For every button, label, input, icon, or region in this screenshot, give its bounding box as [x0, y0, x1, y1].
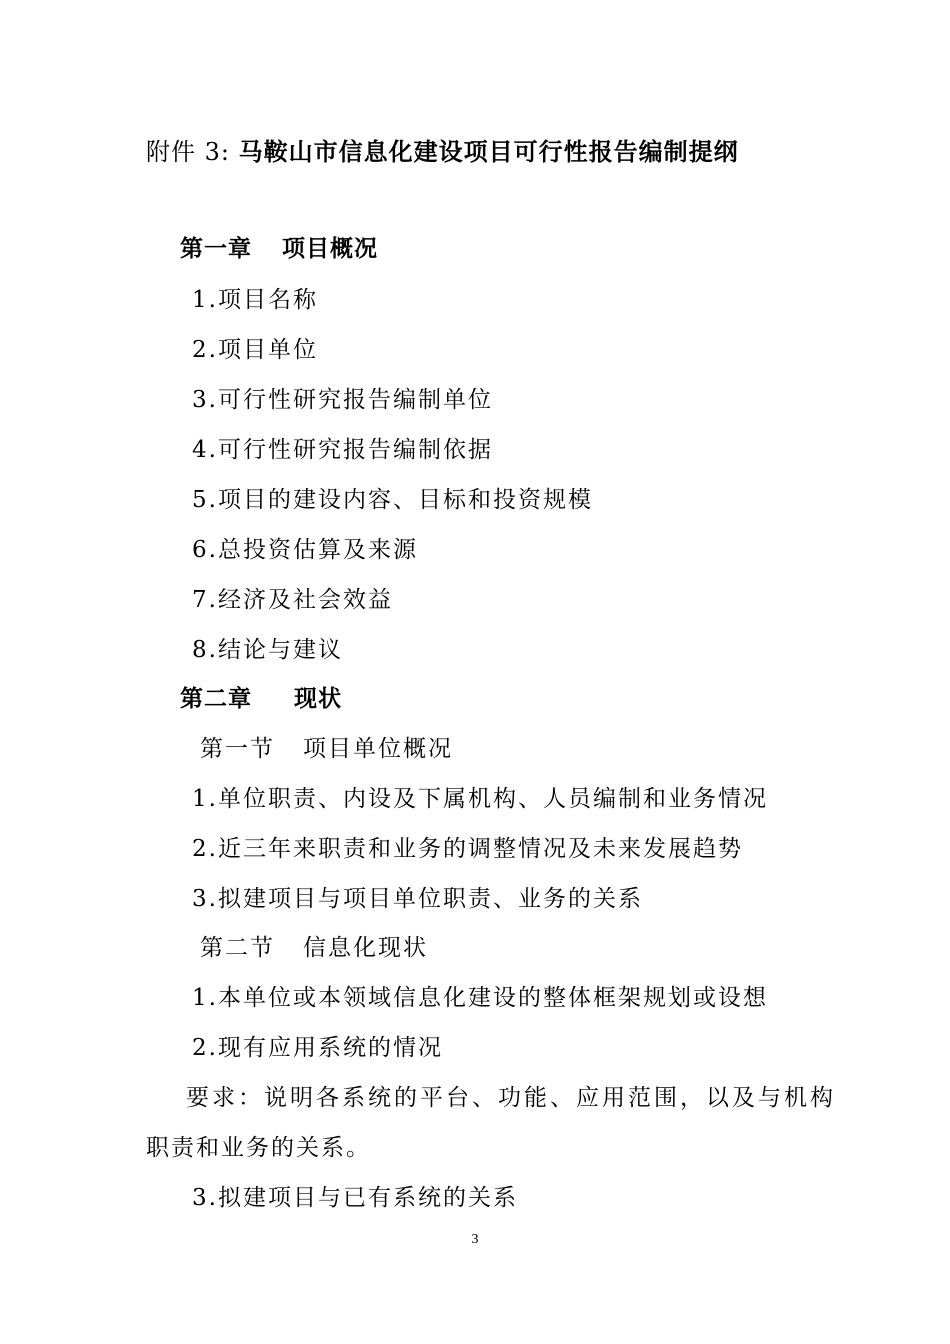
document-title	[146, 137, 739, 167]
title-main: 马鞍山市信息化建设项目可行性报告编制提纲	[238, 138, 739, 166]
title-prefix: 附件 3:	[146, 138, 230, 166]
page-number: 3	[471, 1232, 479, 1247]
section-2-label: 第二节	[200, 935, 275, 961]
chapter-1-item-8: 8.结论与建议	[192, 637, 343, 663]
chapter-1-label: 第一章	[180, 236, 252, 262]
chapter-1-item-5: 5.项目的建设内容、目标和投资规模	[192, 487, 593, 513]
requirement-line-1: 要求：说明各系统的平台、功能、应用范围，以及与机构	[186, 1085, 836, 1111]
chapter-2-name: 现状	[294, 686, 342, 712]
section-2-heading	[200, 933, 428, 963]
chapter-1-item-7: 7.经济及社会效益	[192, 587, 393, 613]
section-2-name: 信息化现状	[303, 935, 428, 961]
section-1-item-2: 2.近三年来职责和业务的调整情况及未来发展趋势	[192, 836, 743, 862]
section-1-item-3: 3.拟建项目与项目单位职责、业务的关系	[192, 886, 643, 912]
section-1-item-1: 1.单位职责、内设及下属机构、人员编制和业务情况	[192, 786, 768, 812]
chapter-1-item-3: 3.可行性研究报告编制单位	[192, 387, 493, 413]
requirement-line-2: 职责和业务的关系。	[146, 1135, 371, 1161]
section-1-heading	[200, 734, 453, 764]
section-1-label: 第一节	[200, 736, 275, 762]
section-1-name: 项目单位概况	[303, 736, 453, 762]
chapter-2-heading	[180, 684, 342, 714]
chapter-2-label: 第二章	[180, 686, 252, 712]
chapter-1-heading	[180, 234, 378, 264]
chapter-1-item-1: 1.项目名称	[192, 287, 318, 313]
chapter-1-name: 项目概况	[282, 236, 378, 262]
section-2-item-1: 1.本单位或本领域信息化建设的整体框架规划或设想	[192, 985, 768, 1011]
section-2-item-2: 2.现有应用系统的情况	[192, 1035, 443, 1061]
chapter-1-item-4: 4.可行性研究报告编制依据	[192, 437, 493, 463]
chapter-1-item-6: 6.总投资估算及来源	[192, 537, 418, 563]
chapter-1-item-2: 2.项目单位	[192, 337, 318, 363]
section-2-item-3: 3.拟建项目与已有系统的关系	[192, 1185, 518, 1211]
